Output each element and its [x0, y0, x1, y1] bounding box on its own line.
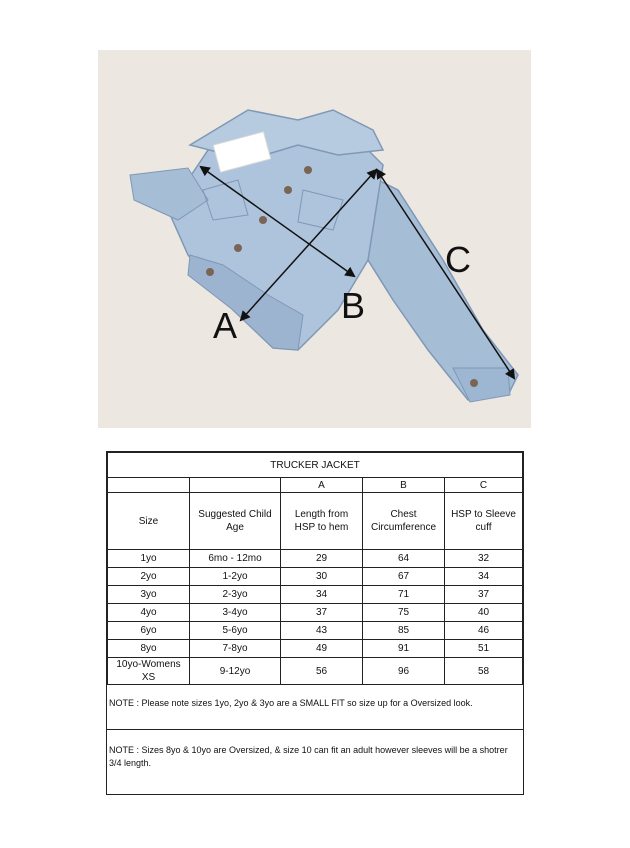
table-cell: 49 [281, 640, 363, 658]
table-cell: 71 [363, 586, 445, 604]
table-cell: 85 [363, 622, 445, 640]
table-cell: 3-4yo [190, 604, 281, 622]
table-cell: 56 [281, 658, 363, 685]
table-row [108, 550, 523, 568]
header-age: Suggested Child Age [190, 493, 281, 550]
header-sleeve: HSP to Sleeve cuff [445, 493, 523, 550]
table-cell: 43 [281, 622, 363, 640]
table-cell: 6mo - 12mo [190, 550, 281, 568]
table-cell: 2yo [108, 568, 190, 586]
table-cell: 37 [445, 586, 523, 604]
letter-b: B [363, 478, 445, 493]
label-a: A [213, 305, 238, 346]
table-row [108, 568, 523, 586]
table-cell: 46 [445, 622, 523, 640]
table-row [108, 586, 523, 604]
header-chest: Chest Circumference [363, 493, 445, 550]
header-row [108, 493, 523, 550]
table-cell: 40 [445, 604, 523, 622]
table-row [108, 622, 523, 640]
table-cell: 1-2yo [190, 568, 281, 586]
table-cell: 91 [363, 640, 445, 658]
table-cell: 8yo [108, 640, 190, 658]
table-cell: 75 [363, 604, 445, 622]
table-cell: 1yo [108, 550, 190, 568]
table-cell: 7-8yo [190, 640, 281, 658]
table-cell: 96 [363, 658, 445, 685]
table-cell: 37 [281, 604, 363, 622]
letter-a: A [281, 478, 363, 493]
table-row [108, 640, 523, 658]
header-length: Length from HSP to hem [281, 493, 363, 550]
note-small-fit: NOTE : Please note sizes 1yo, 2yo & 3yo are a SMALL FIT so size up for a Oversized look. [107, 677, 523, 730]
table-cell: 32 [445, 550, 523, 568]
table-cell: 58 [445, 658, 523, 685]
table-cell: 29 [281, 550, 363, 568]
table-cell: 5-6yo [190, 622, 281, 640]
table-cell: 51 [445, 640, 523, 658]
table-cell: 3yo [108, 586, 190, 604]
header-size: Size [108, 493, 190, 550]
product-photo [98, 50, 531, 428]
jacket-measurement-diagram [98, 50, 531, 428]
table-cell: 67 [363, 568, 445, 586]
letter-c: C [445, 478, 523, 493]
size-chart [106, 451, 524, 795]
table-cell: 64 [363, 550, 445, 568]
table-cell: 4yo [108, 604, 190, 622]
table-cell: 6yo [108, 622, 190, 640]
table-title: TRUCKER JACKET [108, 453, 523, 478]
label-c: C [445, 239, 471, 280]
label-b: B [341, 285, 366, 326]
note-oversized: NOTE : Sizes 8yo & 10yo are Oversized, & size 10 can fit an adult however sleeves will be a shotrer 3/4 length. [109, 745, 508, 768]
table-row [108, 604, 523, 622]
table-cell: 10yo-Womens XS [108, 658, 190, 685]
table-cell: 2-3yo [190, 586, 281, 604]
table-cell: 34 [445, 568, 523, 586]
table-cell: 30 [281, 568, 363, 586]
table-cell: 9-12yo [190, 658, 281, 685]
table-cell: 34 [281, 586, 363, 604]
size-table [107, 452, 523, 685]
table-body [108, 550, 523, 685]
